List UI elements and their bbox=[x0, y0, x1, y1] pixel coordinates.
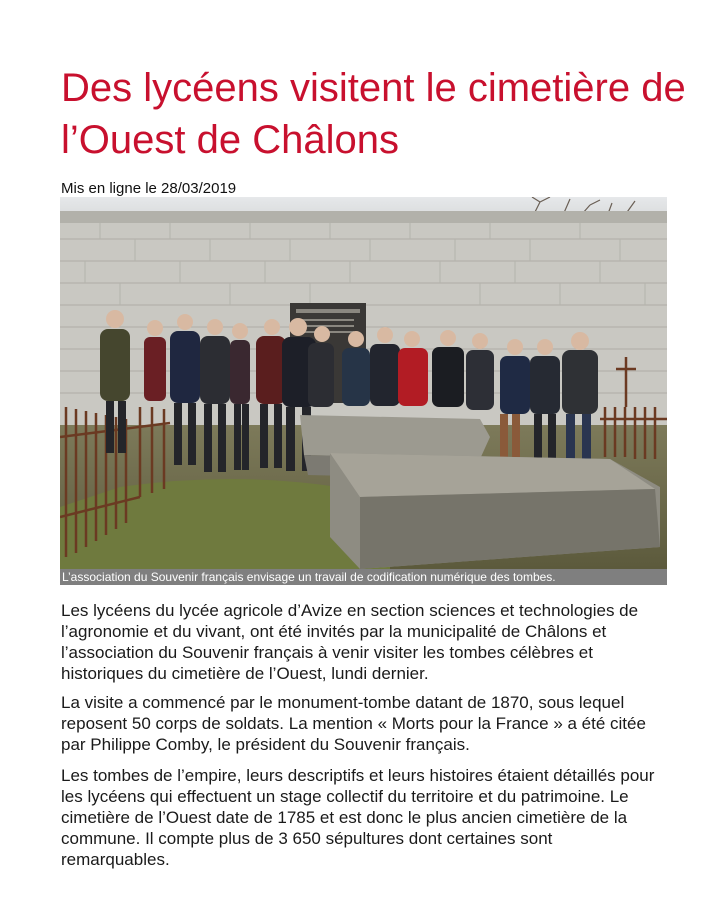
article-title: Des lycéens visitent le cimetière de l’Ouest de Châlons bbox=[61, 66, 686, 162]
article-paragraph: La visite a commencé par le monument-tombe datant de 1870, sous lequel reposent 50 corps de soldats. La mention « Morts pour la France » a été citée par Philippe Comby, le président du Souvenir français. bbox=[61, 693, 646, 754]
publication-date: Mis en ligne le 28/03/2019 bbox=[61, 180, 237, 197]
group-photo-image bbox=[60, 197, 667, 569]
article-paragraph: Les tombes de l’empire, leurs descriptifs et leurs histoires étaient détaillés pour les lycéens qui effectuent un stage collectif du territoire et du patrimoine. Le cimetière de l’Ouest date de 1785 et est donc le plus ancien cimetière de la commune. Il compte plus de 3 650 sépultures dont certaines sont remarquables. bbox=[61, 766, 655, 869]
photo-caption: L’association du Souvenir français envisage un travail de codification numérique des tombes. bbox=[60, 569, 667, 585]
article-paragraph: Les lycéens du lycée agricole d’Avize en section sciences et technologies de l’agronomie et du vivant, ont été invités par la municipalité de Châlons et l’association du Souvenir français à venir visiter les tombes célèbres et historiques du cimetière de l’Ouest, lundi dernier. bbox=[61, 601, 639, 683]
article-figure bbox=[60, 197, 667, 585]
